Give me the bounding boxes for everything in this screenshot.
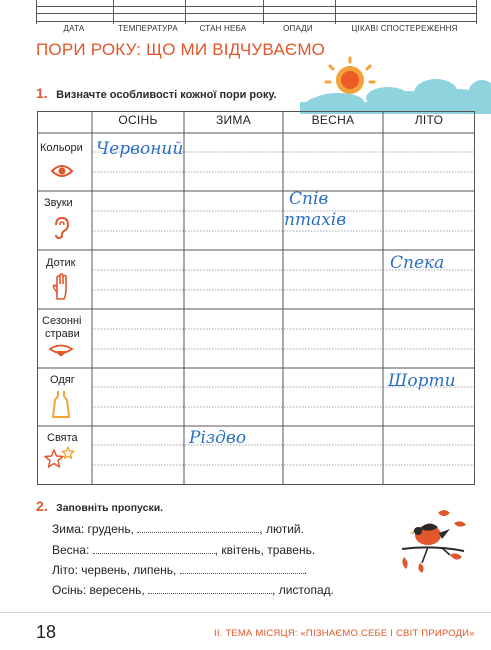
- fill-line-spring: [52, 543, 315, 557]
- fill-suffix: , листопад.: [272, 583, 334, 597]
- fill-suffix: .: [303, 563, 308, 577]
- answer-spring-sounds-line1[interactable]: Спів: [289, 189, 329, 209]
- col-header-spring: ВЕСНА: [311, 113, 355, 127]
- eye-icon: [50, 163, 74, 179]
- row-label-clothes: Одяг: [50, 374, 75, 386]
- bird-branch-illustration: [398, 505, 468, 575]
- fill-line-autumn: [52, 583, 334, 597]
- blank-input[interactable]: [148, 583, 272, 594]
- mouth-icon: [48, 343, 74, 361]
- strip-col-sky: СТАН НЕБА: [199, 24, 247, 33]
- strip-col-observations: ЦІКАВІ СПОСТЕРЕЖЕННЯ: [351, 24, 458, 33]
- fill-suffix: , лютий.: [259, 522, 304, 536]
- blank-input[interactable]: [180, 563, 304, 574]
- table-grid: [37, 111, 475, 485]
- stars-icon: [44, 446, 76, 470]
- ear-icon: [52, 216, 70, 240]
- row-label-holidays: Свята: [47, 432, 78, 444]
- row-label-colors: Кольори: [40, 142, 83, 154]
- row-label-touch: Дотик: [46, 257, 76, 269]
- dress-icon: [51, 389, 71, 419]
- sun-icon: [326, 58, 374, 94]
- blank-input[interactable]: [93, 543, 215, 554]
- observation-table-strip: [36, 0, 476, 36]
- row-label-food-line2: страви: [45, 328, 80, 340]
- footer-divider: [0, 612, 491, 613]
- col-header-winter: ЗИМА: [215, 113, 252, 127]
- seasons-table: [37, 111, 475, 485]
- sun-clouds-illustration: [300, 56, 491, 114]
- answer-summer-touch[interactable]: Спека: [390, 253, 445, 273]
- answer-winter-holidays[interactable]: Різдво: [189, 428, 247, 448]
- footer-title: ІІ. ТЕМА МІСЯЦЯ: «ПІЗНАЄМО СЕБЕ І СВІТ ПРИРОДИ»: [214, 628, 475, 639]
- strip-col-date: ДАТА: [63, 24, 85, 33]
- fill-prefix: Зима: грудень,: [52, 522, 134, 536]
- strip-col-temperature: ТЕМПЕРАТУРА: [118, 24, 178, 33]
- row-label-sounds: Звуки: [44, 197, 73, 209]
- exercise-1-number: 1.: [36, 85, 48, 101]
- col-header-summer: ЛІТО: [414, 113, 444, 127]
- row-label-food-line1: Сезонні: [42, 315, 82, 327]
- strip-col-precipitation: ОПАДИ: [283, 24, 313, 33]
- fill-prefix: Осінь: вересень,: [52, 583, 145, 597]
- fill-line-summer: [52, 563, 307, 577]
- page-title: ПОРИ РОКУ: ЩО МИ ВІДЧУВАЄМО: [36, 40, 326, 59]
- exercise-2-number: 2.: [36, 498, 48, 514]
- fill-prefix: Літо: червень, липень,: [52, 563, 177, 577]
- exercise-2-heading: [36, 498, 163, 516]
- exercise-1-instruction: Визначте особливості кожної пори року.: [56, 89, 277, 101]
- cloud-icon: [300, 79, 491, 114]
- page-number: 18: [36, 622, 57, 642]
- exercise-1-heading: [36, 85, 277, 103]
- answer-autumn-colors[interactable]: Червоний: [96, 139, 184, 159]
- answer-summer-clothes[interactable]: Шорти: [388, 371, 456, 391]
- fill-prefix: Весна:: [52, 543, 90, 557]
- blank-input[interactable]: [137, 522, 259, 533]
- answer-spring-sounds-line2[interactable]: птахів: [284, 210, 347, 230]
- exercise-2-instruction: Заповніть пропуски.: [56, 502, 164, 514]
- fill-suffix: , квітень, травень.: [214, 543, 316, 557]
- col-header-autumn: ОСІНЬ: [118, 113, 158, 127]
- hand-icon: [52, 273, 70, 301]
- fill-line-winter: [52, 522, 304, 536]
